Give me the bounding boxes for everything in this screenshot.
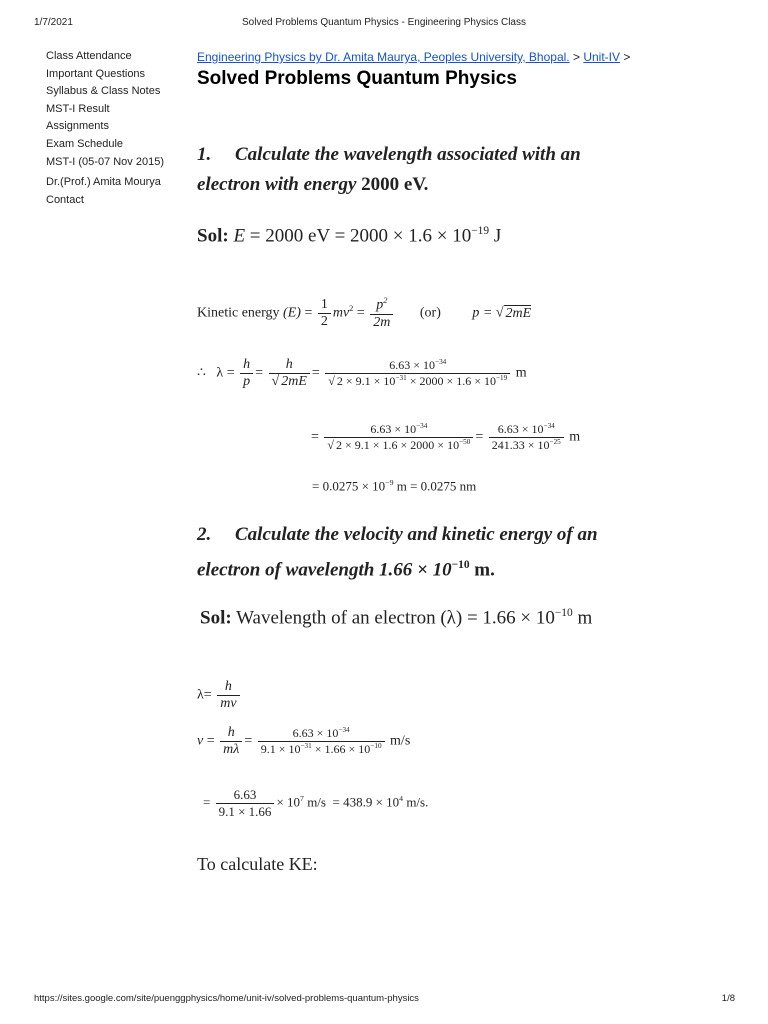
solution-1-energy [197,225,501,247]
fraction: $\frac{6.63 \times 10^{-34}}{√ 2 \times 9.1 \times 10^{-31} \times 2000 \times 1.6 \times 10^{-19}}$ [325,358,510,389]
energy-exponent: −19 [471,225,490,237]
sidebar-item-important-questions[interactable]: Important Questions [46,67,146,80]
fraction [318,297,331,330]
sidebar-item-contact[interactable]: Contact [46,193,84,206]
wavelength-text: Wavelength of an electron (λ) = 1.66 × 10 [236,607,555,629]
sidebar-item-mst-result[interactable]: MST-I Result [46,102,110,115]
main-content [197,50,737,90]
print-title: Solved Problems Quantum Physics - Engineering Physics Class [241,17,526,28]
page-title: Solved Problems Quantum Physics [197,68,517,89]
times-text: × 10 [276,794,301,810]
sol-label: Sol: [200,607,232,629]
unit: m/s [307,794,326,810]
numerator: 1 [320,296,328,312]
equation-lambda: ∴ λ = $\frac{h}{p}$ = $\frac{h}{√ 2mE}$ = $\frac{6.63 \times 10^{-34}}{√ 2 \times 9.1 \times 10^{-31} \times 2000 \times 1.6 \times 10^{-19}}$ m [197,357,527,389]
fraction: $\frac{p^2}{2m}$ [370,296,393,331]
wavelength-unit: m [577,607,593,629]
breadcrumb-separator: > [572,50,580,64]
sidebar-item-exam-schedule[interactable]: Exam Schedule [46,137,124,150]
unit: m [569,429,581,445]
denominator: 241.33 × 10 [491,438,550,452]
denominator: mv [217,695,239,712]
question-unit: m. [474,559,495,581]
unit: m [515,365,527,381]
denominator: 2 × 9.1 × 1.6 × 2000 × 10 [336,438,460,452]
result-text: = 0.0275 × 10 [312,478,386,494]
numerator: 6.63 [233,787,257,802]
sidebar-item-class-attendance[interactable]: Class Attendance [46,50,132,62]
breadcrumb [197,50,737,64]
ke-heading: To calculate KE: [197,854,318,874]
equation-lambda-result [312,478,476,494]
denominator: 9.1 × 1.66 [216,803,275,820]
denominator: 2m [370,314,393,331]
numerator: p [376,297,384,313]
question-1 [197,140,717,200]
question-value: 2000 eV. [361,174,429,195]
fraction: $\frac{6.63 \times 10^{-34}}{241.33 \times 10^{-25}}$ [489,422,564,453]
denominator: 9.1 × 10 [260,742,301,756]
wavelength-exponent: −10 [554,607,573,619]
question-text: Calculate the wavelength associated with an [235,144,581,165]
numerator: h [224,679,232,694]
denominator: 2 [318,313,331,330]
sidebar-item-assignments[interactable]: Assignments [46,120,109,133]
question-exponent: −10 [451,559,470,571]
equation-lambda-step2: = $\frac{6.63 \times 10^{-34}}{√ 2 \times 9.1 \times 1.6 \times 2000 \times 10^{-50}}$ = $\frac{6.63 \times 10^{-34}}{241.33 \times 10^{-25}}$ m [311,422,581,452]
breadcrumb-link-home[interactable]: Engineering Physics by Dr. Amita Maurya, Peoples University, Bhopal. [197,50,570,64]
fraction: $\frac{6.63 \times 10^{-34}}{√ 2 \times 9.1 \times 1.6 \times 2000 \times 10^{-50}}$ [324,422,473,453]
ke-var: (E) [283,305,301,321]
denominator: 2 × 9.1 × 10 [336,374,396,388]
question-number: 1. [197,144,212,165]
mv-term: mv [332,305,350,321]
p-equals: p = [472,305,493,321]
fraction [216,787,275,820]
fraction [217,679,239,712]
equation-velocity-result: = $\frac{6.63}{9.1 \times 1.66}$ × $10^7$ $m/s = 438.9 \times 10^4$ m/s. [203,787,429,819]
fraction: $\frac{h}{√ 2mE}$ [269,357,310,390]
energy-text: = 2000 eV = 2000 × 1.6 × 10 [249,225,472,247]
breadcrumb-link-unit[interactable]: Unit-IV [583,50,621,64]
fraction [220,725,242,758]
question-2 [197,520,717,585]
sidebar-item-syllabus[interactable]: Syllabus & Class Notes [46,85,161,98]
print-url: https://sites.google.com/site/puenggphysics/home/unit-iv/solved-problems-quantum-physics [34,993,419,1004]
fraction: $\frac{6.63 \times 10^{-34}}{9.1 \times 10^{-31} \times 1.66 \times 10^{-10}}$ [258,726,385,757]
question-number: 2. [197,524,212,545]
energy-unit: J [493,225,502,247]
breadcrumb-separator: > [623,50,631,64]
lambda-symbol: λ [197,687,204,703]
numerator: h [243,357,251,372]
numerator: 6.63 × 10 [370,422,417,436]
energy-var: E [233,225,246,247]
equation-velocity: v = $\frac{h}{m\lambda}$ = $\frac{6.63 \times 10^{-34}}{9.1 \times 10^{-31} \times 1.66 \times 10^{-10}}$ m/s [197,725,411,757]
print-date: 1/7/2021 [34,17,73,28]
page-number: 1/8 [721,993,735,1004]
numerator: 6.63 × 10 [292,726,339,740]
question-text: Calculate the velocity and kinetic energy of an [235,524,598,545]
numerator: h [285,357,293,372]
numerator: 6.63 × 10 [389,358,436,372]
sidebar-item-author[interactable]: Dr.(Prof.) Amita Mourya [46,176,161,189]
ke-label: Kinetic energy [197,305,280,321]
result-exponent: −9 [385,478,394,487]
denominator: p [240,373,253,390]
lambda-symbol: λ [216,365,224,381]
sidebar-item-mst-dates[interactable]: MST-I (05-07 Nov 2015) [46,155,164,168]
result-rest: m = 0.0275 nm [393,478,477,494]
equation-de-broglie: λ= $\frac{h}{mv}$ [197,679,242,712]
equation-kinetic-energy: Kinetic energy (E) = $\frac{1}{2}$ $mv^2$ = $\frac{p^2}{2m}$ (or) p = √ 2mE [197,296,532,330]
sol-label: Sol: [197,225,229,247]
velocity-result: = 438.9 × 10 [332,794,400,810]
denominator: mλ [220,741,242,758]
therefore-symbol: ∴ [197,365,206,381]
solution-2-wavelength [200,607,592,629]
fraction [240,357,253,390]
velocity-symbol: v [197,733,204,749]
denominator: 2mE [281,374,307,389]
numerator: 6.63 × 10 [497,422,544,436]
unit: m/s [390,733,411,749]
question-text: electron with energy [197,174,357,195]
numerator: h [227,725,235,740]
result-unit: m/s. [406,794,429,810]
question-text: electron of wavelength 1.66 × 10 [197,559,452,581]
or-label: (or) [419,305,441,321]
sidebar-nav [46,48,186,209]
sqrt-argument: 2mE [505,305,532,321]
